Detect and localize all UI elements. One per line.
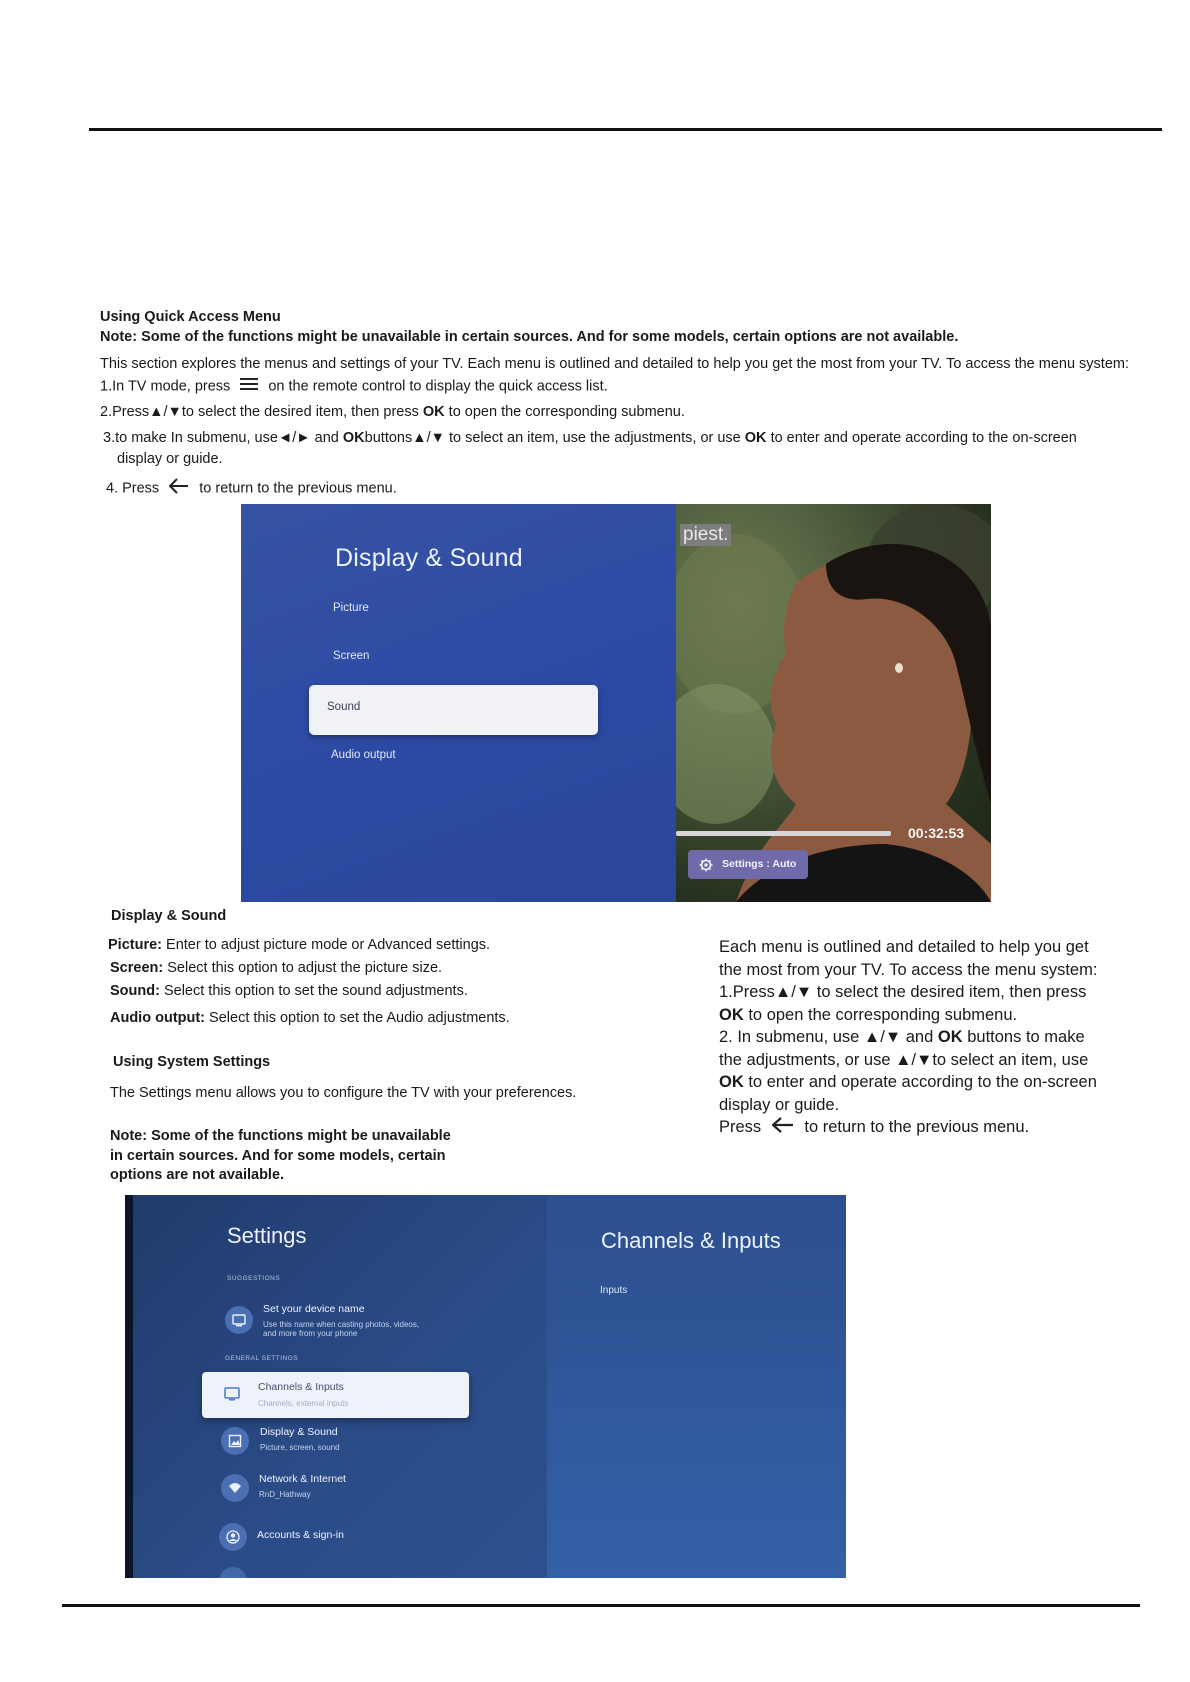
accounts-row-title[interactable]: Accounts & sign-in	[257, 1529, 344, 1541]
gear-icon	[699, 858, 713, 872]
step-2-text-b: to open the corresponding submenu.	[448, 404, 685, 420]
right-col-line-5a: 2. In submenu, use ▲/▼ and	[719, 1028, 934, 1046]
step-1-text-c: display the quick access list.	[425, 378, 608, 395]
system-settings-heading: Using System Settings	[113, 1054, 271, 1070]
step-2-text-a: 2.Press▲/▼to select the desired item, then press	[100, 404, 419, 420]
header-rule	[89, 128, 1162, 131]
step-3-text-d: to enter and operate according to the on-screen	[770, 430, 1077, 446]
ok-key-label: OK	[422, 404, 445, 420]
detail-title: Channels & Inputs	[601, 1228, 781, 1253]
step-3-and: and	[314, 430, 339, 446]
network-row-sub: RnD_Hathway	[259, 1490, 311, 1499]
picture-label: Picture:	[108, 937, 162, 953]
step-3	[103, 429, 1077, 447]
screen-text: Select this option to adjust the picture size.	[167, 960, 443, 976]
section-title: Using Quick Access Menu	[100, 309, 281, 325]
channels-inputs-sub: Channels, external inputs	[258, 1399, 349, 1408]
step-1	[100, 377, 608, 396]
step-3-text-a: 3.to make In submenu, use◄/►	[103, 430, 311, 446]
display-sound-row-title[interactable]: Display & Sound	[260, 1426, 338, 1438]
step-3-continued: display or guide.	[117, 451, 223, 467]
picture-text: Enter to adjust picture mode or Advanced settings.	[166, 937, 491, 953]
right-col-line-9b: to return to the previous menu.	[804, 1118, 1030, 1136]
right-col-line-4b: to open the corresponding submenu.	[748, 1006, 1018, 1024]
audio-output-text: Select this option to set the Audio adjustments.	[209, 1010, 510, 1026]
menu-item-screen[interactable]: Screen	[333, 650, 370, 662]
menu-item-sound-label: Sound	[327, 701, 361, 713]
system-note-line-3: options are not available.	[110, 1167, 285, 1183]
right-col-line-5b: buttons to make	[967, 1028, 1085, 1046]
tv-icon	[224, 1386, 240, 1402]
right-col-line-3a: 1.Press▲/▼	[719, 983, 813, 1001]
right-col-line-9	[719, 1117, 1029, 1138]
display-sound-screenshot	[241, 504, 991, 902]
step-4	[106, 478, 397, 499]
menu-item-audio-output[interactable]: Audio output	[331, 749, 396, 761]
device-name-sub-2: and more from your phone	[263, 1329, 358, 1338]
wifi-icon	[221, 1474, 249, 1502]
video-preview	[676, 504, 991, 902]
right-col-line-8: display or guide.	[719, 1096, 840, 1114]
right-col-line-7b: to enter and operate according to the on-screen	[748, 1073, 1097, 1091]
intro-text-b: the most from your TV. To access the menu system:	[796, 356, 1130, 372]
screen-label: Screen:	[110, 960, 164, 976]
sound-text: Select this option to set the sound adjustments.	[163, 983, 468, 999]
step-1-text-a: 1.In TV mode, press	[100, 378, 231, 395]
panel-title: Display & Sound	[335, 544, 523, 572]
system-settings-text: The Settings menu allows you to configure the TV with your preferences.	[110, 1085, 577, 1101]
right-col-line-7	[719, 1072, 1097, 1092]
step-2	[100, 403, 685, 421]
screen-description	[110, 959, 442, 977]
settings-screenshot	[125, 1195, 846, 1578]
screen-bezel	[125, 1195, 133, 1578]
step-3-text-c: to select an item, use the adjustments, or use	[448, 430, 741, 446]
subtitle-fragment: piest.	[680, 524, 731, 546]
device-name-title[interactable]: Set your device name	[263, 1303, 365, 1315]
right-col-line-3b: to select the desired item, then press	[816, 983, 1087, 1001]
network-row-title[interactable]: Network & Internet	[259, 1473, 346, 1485]
display-sound-heading: Display & Sound	[111, 908, 227, 924]
back-arrow-icon	[772, 1117, 794, 1138]
menu-item-sound-selected[interactable]	[309, 685, 598, 735]
step-4-text-a: 4. Press	[106, 480, 160, 497]
audio-output-description	[110, 1009, 510, 1027]
audio-output-label: Audio output:	[110, 1010, 206, 1026]
cast-icon	[225, 1306, 253, 1334]
intro-text	[100, 355, 1129, 373]
suggestions-caption: SUGGESTIONS	[227, 1275, 281, 1282]
availability-note: Note: Some of the functions might be unavailable in certain sources. And for some models, certain options are not available.	[100, 329, 959, 345]
ok-key-label: OK	[342, 430, 365, 446]
step-3-text-b: buttons▲/▼	[364, 430, 445, 446]
picture-icon	[221, 1427, 249, 1455]
ok-key-label: OK	[719, 1073, 744, 1091]
system-note-line-2: in certain sources. And for some models, certain	[110, 1148, 446, 1164]
settings-title: Settings	[227, 1223, 307, 1248]
video-frame-image	[676, 504, 991, 902]
right-col-line-6: the adjustments, or use ▲/▼to select an item, use	[719, 1051, 1089, 1069]
ok-key-label: OK	[744, 430, 767, 446]
playback-time: 00:32:53	[908, 825, 965, 841]
display-sound-row-sub: Picture, screen, sound	[260, 1443, 340, 1452]
settings-auto-chip[interactable]	[688, 850, 808, 879]
detail-item-inputs[interactable]: Inputs	[600, 1285, 628, 1296]
picture-description	[108, 936, 490, 954]
channels-inputs-title: Channels & Inputs	[258, 1381, 344, 1393]
right-col-line-9a: Press	[719, 1118, 762, 1136]
settings-row-channels-inputs-selected[interactable]	[202, 1372, 469, 1418]
step-1-text-b: on the remote control to	[268, 378, 422, 395]
menu-icon	[240, 377, 258, 396]
step-4-text-b: to return to the previous menu.	[199, 480, 397, 497]
footer-rule	[62, 1604, 1140, 1607]
ok-key-label: OK	[937, 1028, 963, 1046]
sound-description	[110, 982, 468, 1000]
intro-text-a: This section explores the menus and settings of your TV. Each menu is outlined and detailed to help you get	[100, 356, 793, 372]
next-row-icon	[219, 1567, 247, 1578]
device-name-sub-1: Use this name when casting photos, videos,	[263, 1320, 420, 1329]
menu-item-picture[interactable]: Picture	[333, 602, 369, 614]
settings-auto-label: Settings : Auto	[722, 858, 797, 870]
system-note-line-1: Note: Some of the functions might be unavailable	[110, 1128, 451, 1144]
right-col-line-1: Each menu is outlined and detailed to help you get	[719, 938, 1089, 956]
right-col-line-5	[719, 1027, 1085, 1047]
right-col-line-3	[719, 982, 1086, 1002]
ok-key-label: OK	[719, 1006, 744, 1024]
back-arrow-icon	[169, 478, 189, 499]
account-icon	[219, 1523, 247, 1551]
playback-progress-bar[interactable]	[676, 831, 891, 836]
general-settings-caption: GENERAL SETTINGS	[225, 1355, 299, 1362]
sound-label: Sound:	[110, 983, 160, 999]
right-col-line-2: the most from your TV. To access the menu system:	[719, 961, 1098, 979]
right-col-line-4	[719, 1005, 1017, 1025]
